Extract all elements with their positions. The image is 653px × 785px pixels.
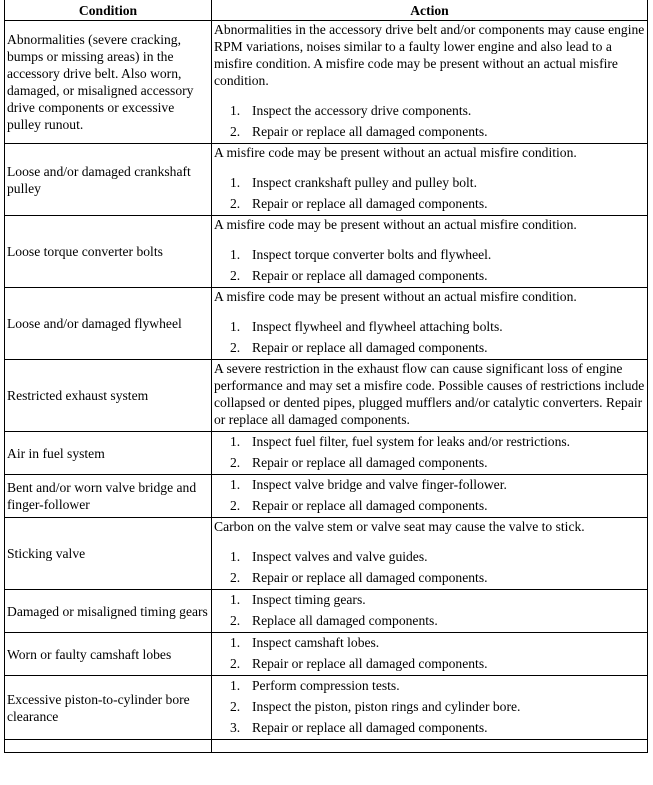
action-step: [214, 194, 645, 215]
action-column-header: Action: [212, 0, 648, 21]
step-number: 2.: [230, 455, 241, 470]
action-steps: [214, 101, 645, 143]
condition-column-header: Condition: [5, 0, 212, 21]
step-text: Inspect flywheel and flywheel attaching bolts.: [252, 319, 503, 334]
step-text: Repair or replace all damaged components.: [252, 455, 488, 470]
step-text: Repair or replace all damaged components.: [252, 340, 488, 355]
action-cell: [212, 21, 648, 144]
table-row: [5, 216, 648, 288]
action-step: [214, 654, 645, 675]
action-step: [214, 266, 645, 287]
action-step: [214, 338, 645, 359]
action-cell: [212, 288, 648, 360]
action-note: A misfire code may be present without an actual misfire condition.: [214, 145, 577, 160]
step-number: 1.: [230, 434, 241, 449]
action-step: [214, 475, 645, 496]
step-text: Inspect timing gears.: [252, 592, 366, 607]
action-step: [214, 611, 645, 632]
action-steps: [214, 173, 645, 215]
action-step: [214, 173, 645, 194]
action-note: A misfire code may be present without an actual misfire condition.: [214, 217, 577, 232]
step-text: Repair or replace all damaged components.: [252, 720, 488, 735]
diagnosis-table: [4, 0, 648, 753]
condition-cell: Restricted exhaust system: [5, 360, 212, 432]
table-row: [5, 360, 648, 432]
step-text: Inspect camshaft lobes.: [252, 635, 380, 650]
condition-cell: Worn or faulty camshaft lobes: [5, 633, 212, 676]
step-number: 1.: [230, 247, 241, 262]
action-steps: [214, 633, 645, 675]
condition-cell: Air in fuel system: [5, 432, 212, 475]
step-text: Repair or replace all damaged components.: [252, 124, 488, 139]
step-text: Repair or replace all damaged components.: [252, 196, 488, 211]
table-row: [5, 432, 648, 475]
action-step: [214, 432, 645, 453]
action-cell: [212, 475, 648, 518]
condition-cell: Bent and/or worn valve bridge and finger-follower: [5, 475, 212, 518]
table-row: [5, 633, 648, 676]
action-step: [214, 547, 645, 568]
step-text: Repair or replace all damaged components.: [252, 570, 488, 585]
action-step: [214, 633, 645, 654]
step-number: 1.: [230, 592, 241, 607]
condition-cell: Loose and/or damaged flywheel: [5, 288, 212, 360]
action-cell: [212, 676, 648, 740]
condition-cell: Loose torque converter bolts: [5, 216, 212, 288]
action-cell: [212, 518, 648, 590]
action-step: [214, 718, 645, 739]
action-note: Carbon on the valve stem or valve seat may cause the valve to stick.: [214, 519, 585, 534]
step-number: 2.: [230, 570, 241, 585]
step-number: 2.: [230, 196, 241, 211]
step-number: 1.: [230, 175, 241, 190]
action-cell: [212, 633, 648, 676]
step-text: Inspect fuel filter, fuel system for leaks and/or restrictions.: [252, 434, 571, 449]
step-text: Repair or replace all damaged components.: [252, 656, 488, 671]
step-number: 2.: [230, 613, 241, 628]
condition-cell: Damaged or misaligned timing gears: [5, 590, 212, 633]
step-number: 1.: [230, 477, 241, 492]
step-number: 2.: [230, 699, 241, 714]
table-row: [5, 21, 648, 144]
action-step: [214, 496, 645, 517]
step-text: Repair or replace all damaged components.: [252, 498, 488, 513]
table-row: [5, 288, 648, 360]
step-text: Inspect valve bridge and valve finger-follower.: [252, 477, 507, 492]
table-header-row: [5, 0, 648, 21]
step-number: 1.: [230, 319, 241, 334]
step-text: Repair or replace all damaged components.: [252, 268, 488, 283]
step-number: 1.: [230, 678, 241, 693]
trailing-empty-row: [5, 740, 648, 753]
action-step: [214, 101, 645, 122]
action-cell: [212, 360, 648, 432]
action-step: [214, 676, 645, 697]
action-step: [214, 245, 645, 266]
step-number: 2.: [230, 124, 241, 139]
action-step: [214, 697, 645, 718]
step-text: Inspect crankshaft pulley and pulley bolt.: [252, 175, 477, 190]
table-row: [5, 590, 648, 633]
step-number: 1.: [230, 635, 241, 650]
step-text: Replace all damaged components.: [252, 613, 438, 628]
step-number: 1.: [230, 103, 241, 118]
step-text: Inspect valves and valve guides.: [252, 549, 428, 564]
action-steps: [214, 245, 645, 287]
action-step: [214, 568, 645, 589]
action-step: [214, 453, 645, 474]
condition-cell: Excessive piston-to-cylinder bore clearance: [5, 676, 212, 740]
action-step: [214, 122, 645, 143]
step-number: 2.: [230, 498, 241, 513]
table-row: [5, 676, 648, 740]
action-note: A misfire code may be present without an actual misfire condition.: [214, 289, 577, 304]
table-row: [5, 475, 648, 518]
action-steps: [214, 317, 645, 359]
step-text: Perform compression tests.: [252, 678, 400, 693]
step-number: 2.: [230, 268, 241, 283]
step-number: 2.: [230, 656, 241, 671]
action-steps: [214, 432, 645, 474]
action-cell: [212, 144, 648, 216]
table-row: [5, 518, 648, 590]
step-number: 2.: [230, 340, 241, 355]
action-steps: [214, 590, 645, 632]
action-step: [214, 590, 645, 611]
action-cell: [212, 216, 648, 288]
condition-cell: Sticking valve: [5, 518, 212, 590]
step-text: Inspect the piston, piston rings and cylinder bore.: [252, 699, 521, 714]
action-cell: [212, 590, 648, 633]
action-steps: [214, 676, 645, 739]
table-body: [5, 21, 648, 753]
step-text: Inspect the accessory drive components.: [252, 103, 472, 118]
step-text: Inspect torque converter bolts and flywheel.: [252, 247, 492, 262]
action-note: Abnormalities in the accessory drive belt and/or components may cause engine RPM variations, noises similar to a faulty lower engine and also lead to a misfire condition. A misfire code may be present without an actual misfire condition.: [214, 22, 645, 88]
action-step: [214, 317, 645, 338]
step-number: 1.: [230, 549, 241, 564]
step-number: 3.: [230, 720, 241, 735]
condition-cell: Abnormalities (severe cracking, bumps or missing areas) in the accessory drive belt. Also worn, damaged, or misaligned accessory drive components or excessive pulley runout.: [5, 21, 212, 144]
condition-cell: Loose and/or damaged crankshaft pulley: [5, 144, 212, 216]
action-note: A severe restriction in the exhaust flow can cause significant loss of engine performance and may set a misfire code. Possible causes of restrictions include collapsed or dented pipes, plugged mufflers and/or catalytic converters. Repair or replace all damaged components.: [214, 361, 645, 427]
action-cell: [212, 432, 648, 475]
action-steps: [214, 547, 645, 589]
table-row: [5, 144, 648, 216]
action-steps: [214, 475, 645, 517]
